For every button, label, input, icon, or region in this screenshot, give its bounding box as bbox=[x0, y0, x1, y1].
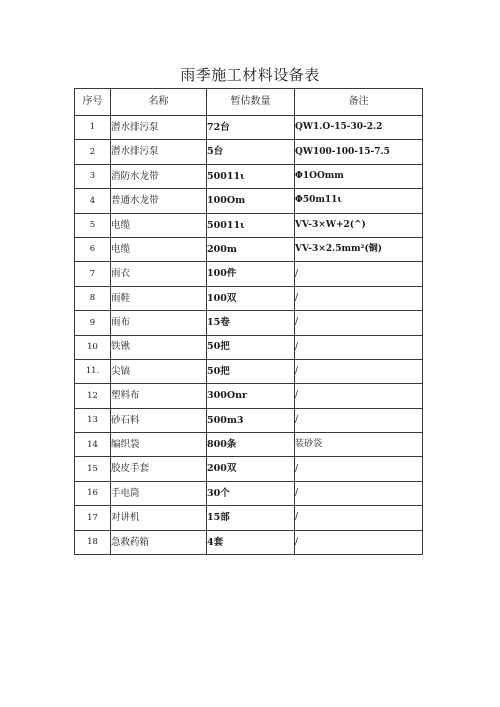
row-item-name: 潜水排污泵 bbox=[111, 140, 207, 164]
row-quantity: 50011ι bbox=[207, 164, 295, 188]
table-row bbox=[75, 262, 423, 286]
row-quantity: 15卷 bbox=[207, 311, 295, 335]
row-quantity: 300Onr bbox=[207, 384, 295, 408]
table-row bbox=[75, 286, 423, 310]
row-item-name: 雨布 bbox=[111, 311, 207, 335]
row-serial-number: 12 bbox=[75, 384, 111, 408]
table-row bbox=[75, 140, 423, 164]
table-row bbox=[75, 481, 423, 505]
table-row bbox=[75, 384, 423, 408]
row-serial-number: 11. bbox=[75, 359, 111, 383]
row-remarks: / bbox=[295, 506, 423, 530]
row-serial-number: 4 bbox=[75, 189, 111, 213]
row-remarks: / bbox=[295, 335, 423, 359]
row-remarks: VV-3×W+2(^) bbox=[295, 213, 423, 237]
row-item-name: 编织袋 bbox=[111, 433, 207, 457]
row-item-name: 普通水龙带 bbox=[111, 189, 207, 213]
row-quantity: 5台 bbox=[207, 140, 295, 164]
row-quantity: 72台 bbox=[207, 116, 295, 140]
table-row bbox=[75, 213, 423, 237]
row-quantity: 800条 bbox=[207, 433, 295, 457]
row-remarks: QW1.O-15-30-2.2 bbox=[295, 116, 423, 140]
row-quantity: 4套 bbox=[207, 530, 295, 554]
table-header-row bbox=[75, 89, 423, 116]
row-item-name: 胶皮手套 bbox=[111, 457, 207, 481]
row-quantity: 30个 bbox=[207, 481, 295, 505]
table-row bbox=[75, 359, 423, 383]
row-item-name: 雨衣 bbox=[111, 262, 207, 286]
row-serial-number: 1 bbox=[75, 116, 111, 140]
row-item-name: 电缆 bbox=[111, 213, 207, 237]
row-quantity: 100Om bbox=[207, 189, 295, 213]
row-item-name: 砂石料 bbox=[111, 408, 207, 432]
row-serial-number: 5 bbox=[75, 213, 111, 237]
row-quantity: 500m3 bbox=[207, 408, 295, 432]
row-quantity: 200双 bbox=[207, 457, 295, 481]
row-quantity: 100双 bbox=[207, 286, 295, 310]
table-row bbox=[75, 335, 423, 359]
row-item-name: 消防水龙带 bbox=[111, 164, 207, 188]
row-serial-number: 14 bbox=[75, 433, 111, 457]
row-serial-number: 9 bbox=[75, 311, 111, 335]
row-item-name: 雨鞋 bbox=[111, 286, 207, 310]
row-remarks: / bbox=[295, 262, 423, 286]
row-quantity: 50011ι bbox=[207, 213, 295, 237]
row-quantity: 50把 bbox=[207, 335, 295, 359]
materials-table bbox=[74, 88, 423, 555]
table-row bbox=[75, 311, 423, 335]
row-serial-number: 10 bbox=[75, 335, 111, 359]
row-serial-number: 2 bbox=[75, 140, 111, 164]
row-remarks: QW100-100-15-7.5 bbox=[295, 140, 423, 164]
row-serial-number: 6 bbox=[75, 237, 111, 261]
header-estimated-quantity: 暂估数量 bbox=[207, 89, 295, 116]
row-remarks: / bbox=[295, 408, 423, 432]
table-row bbox=[75, 408, 423, 432]
row-remarks: / bbox=[295, 359, 423, 383]
table-row bbox=[75, 237, 423, 261]
table-row bbox=[75, 506, 423, 530]
row-remarks: / bbox=[295, 311, 423, 335]
row-serial-number: 8 bbox=[75, 286, 111, 310]
row-remarks: / bbox=[295, 530, 423, 554]
row-serial-number: 15 bbox=[75, 457, 111, 481]
row-remarks: VV-3×2.5mm²(铜) bbox=[295, 237, 423, 261]
row-quantity: 100件 bbox=[207, 262, 295, 286]
table-row bbox=[75, 433, 423, 457]
row-item-name: 电缆 bbox=[111, 237, 207, 261]
row-serial-number: 13 bbox=[75, 408, 111, 432]
row-serial-number: 16 bbox=[75, 481, 111, 505]
row-item-name: 潜水排污泵 bbox=[111, 116, 207, 140]
row-serial-number: 18 bbox=[75, 530, 111, 554]
row-remarks: / bbox=[295, 481, 423, 505]
row-serial-number: 3 bbox=[75, 164, 111, 188]
row-quantity: 15部 bbox=[207, 506, 295, 530]
row-remarks: Φ1OOmm bbox=[295, 164, 423, 188]
table-row bbox=[75, 457, 423, 481]
row-remarks: / bbox=[295, 457, 423, 481]
row-item-name: 铁锹 bbox=[111, 335, 207, 359]
row-remarks: / bbox=[295, 286, 423, 310]
header-remarks: 备注 bbox=[295, 89, 423, 116]
row-item-name: 手电筒 bbox=[111, 481, 207, 505]
table-row bbox=[75, 116, 423, 140]
table-row bbox=[75, 189, 423, 213]
row-quantity: 200m bbox=[207, 237, 295, 261]
row-item-name: 对讲机 bbox=[111, 506, 207, 530]
row-item-name: 尖镐 bbox=[111, 359, 207, 383]
row-remarks: / bbox=[295, 384, 423, 408]
row-remarks: 装砂袋 bbox=[295, 433, 423, 457]
table-row bbox=[75, 530, 423, 554]
row-item-name: 塑料布 bbox=[111, 384, 207, 408]
row-remarks: Φ50m11ι bbox=[295, 189, 423, 213]
row-serial-number: 17 bbox=[75, 506, 111, 530]
header-serial-number: 序号 bbox=[75, 89, 111, 116]
header-name: 名称 bbox=[111, 89, 207, 116]
row-quantity: 50把 bbox=[207, 359, 295, 383]
row-item-name: 急救药箱 bbox=[111, 530, 207, 554]
page-title: 雨季施工材料设备表 bbox=[180, 66, 320, 84]
table-body bbox=[75, 116, 423, 555]
table-row bbox=[75, 164, 423, 188]
row-serial-number: 7 bbox=[75, 262, 111, 286]
